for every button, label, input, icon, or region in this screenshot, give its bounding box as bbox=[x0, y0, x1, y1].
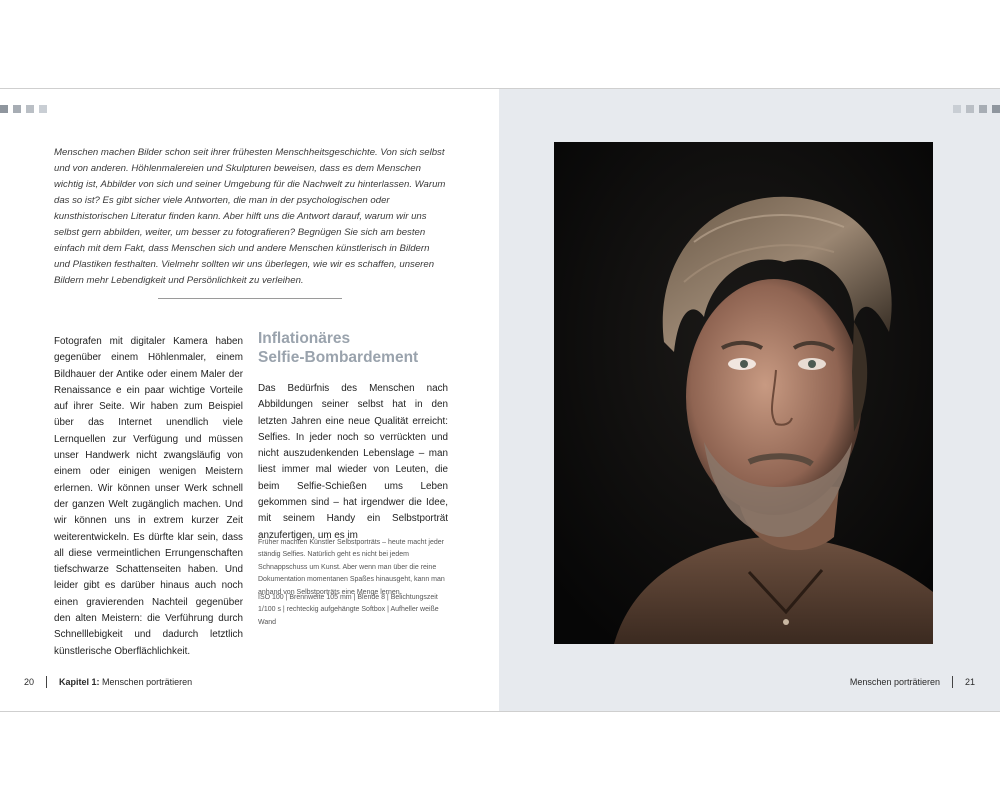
divider-rule bbox=[158, 298, 342, 299]
page-number-left: 20 bbox=[24, 677, 35, 687]
heading-line-1: Inflationäres bbox=[258, 330, 351, 347]
square-icon bbox=[953, 105, 961, 113]
footer-left bbox=[24, 676, 192, 688]
portrait-illustration bbox=[554, 142, 933, 644]
right-page bbox=[499, 89, 1000, 711]
square-icon bbox=[0, 105, 8, 113]
square-icon bbox=[39, 105, 47, 113]
square-icon bbox=[13, 105, 21, 113]
footer-divider bbox=[46, 676, 47, 688]
decorative-squares-left bbox=[0, 105, 47, 113]
square-icon bbox=[966, 105, 974, 113]
section-heading bbox=[258, 330, 458, 367]
body-column-1: Fotografen mit digitaler Kamera haben gegenüber einem Höhlenmaler, einem Bildhauer der Antike oder einem Maler der Renaissance e ein paar wichtige Vorteile auf ihrer Seite. Wir haben zum Beispiel über das Internet unendlich viele Lernquellen zur Verfügung und müssen unser Handwerk nicht zwangsläufig von einem oder einigen wenigen Meistern erlernen. Wir können unser Werk schnell der ganzen Welt zugänglich machen. Und wir können uns in extrem kurzer Zeit weiterentwickeln. Es dürfte klar sein, dass all diese vermeintlichen Errungenschaften tiefschwarze Schattenseiten haben. Und leider gibt es darüber hinaus auch noch einen gravierenden Nachteil gegenüber den alten Meistern: die Verführung durch Schnelllebigkeit und dadurch letztlich künstlerische Oberflächlichkeit. bbox=[54, 336, 243, 657]
decorative-squares-right bbox=[953, 105, 1000, 113]
chapter-label: Kapitel 1: bbox=[59, 677, 100, 687]
portrait-photo bbox=[554, 142, 933, 644]
footer-right bbox=[850, 676, 975, 688]
chapter-title: Menschen porträtieren bbox=[102, 677, 193, 687]
square-icon bbox=[979, 105, 987, 113]
photo-caption: Früher machten Künstler Selbstporträts – heute macht jeder ständig Selfies. Natürlich geht es nicht bei jedem Schnappschuss um Kunst. Aber wenn man über die reine Dokumentation momentanen Spaßes hinausgeht, kann man anhand von Selbstporträts eine Menge lernen. bbox=[258, 539, 445, 596]
running-title: Menschen porträtieren bbox=[849, 677, 940, 687]
square-icon bbox=[26, 105, 34, 113]
page-number-right: 21 bbox=[964, 677, 975, 687]
photo-technical-data: ISO 100 | Brennweite 105 mm | Blende 8 | Belichtungszeit 1/100 s | rechteckig aufgehängte Softbox | Aufheller weiße Wand bbox=[258, 594, 439, 626]
square-icon bbox=[992, 105, 1000, 113]
intro-paragraph: Menschen machen Bilder schon seit ihrer frühesten Menschheitsgeschichte. Von sich selbst und von anderen. Höhlenmalereien und Skulpturen beweisen, dass es dem Menschen wichtig ist, Abbilder von sich und seiner Umgebung für die Nachwelt zu hinterlassen. Warum das so ist? Es gibt sicher viele Antworten, die man in der psychologischen oder kunsthistorischen Literatur finden kann. Aber hilft uns die Antwort darauf, warum wir uns selbst gern abbilden, weiter, um besser zu fotografieren? Begnügen Sie sich am besten einfach mit dem Fakt, dass Menschen sich und andere Menschen künstlerisch in Bildern und Plastiken festhalten. Vielmehr sollten wir uns überlegen, wie wir es schaffen, unseren Bildern mehr Lebendigkeit und Persönlichkeit zu verleihen. bbox=[54, 147, 446, 286]
book-spread bbox=[0, 88, 1000, 712]
heading-line-2: Selfie-Bombardement bbox=[258, 348, 419, 366]
footer-divider bbox=[952, 676, 953, 688]
left-page bbox=[0, 89, 499, 711]
body-column-2: Das Bedürfnis des Menschen nach Abbildungen seiner selbst hat in den letzten Jahren eine neue Qualität erreicht: Selfies. In jeder noch so verrückten und nicht auszudenkenden Lebenslage – man liest immer mal wieder von Leuten, die beim Selfie-Schießen ums Leben gekommen sind – hat irgendwer die Idee, mit seinem Handy ein Selbstporträt anzufertigen, um es im bbox=[258, 383, 448, 541]
